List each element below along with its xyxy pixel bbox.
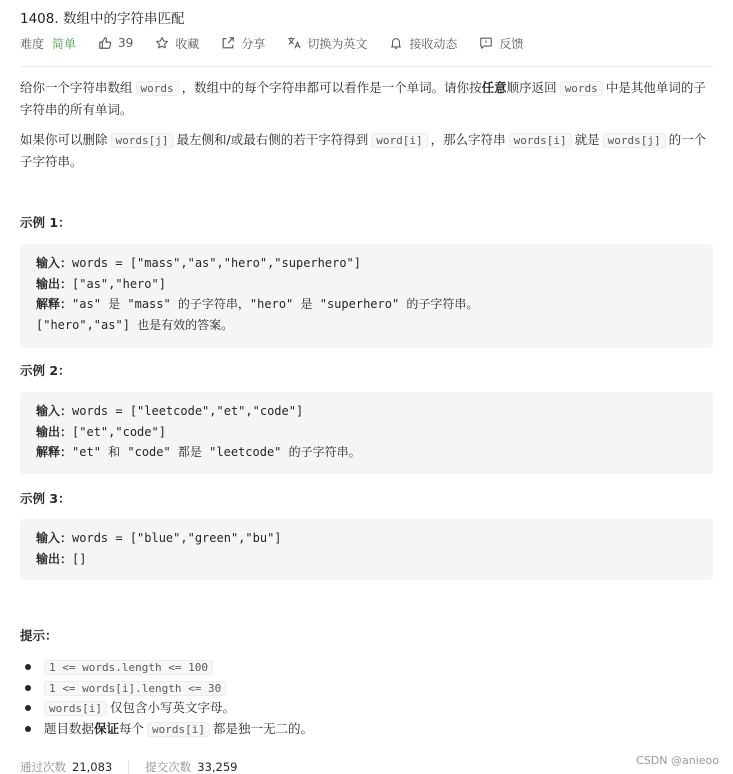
share-button[interactable] xyxy=(221,35,265,52)
difficulty-badge: 简单 xyxy=(52,36,77,51)
pass-count-value: 21,083 xyxy=(72,760,113,774)
explain-text: "et" 和 "code" 都是 "leetcode" 的子字符串。 xyxy=(72,445,361,459)
switch-language-label: 切换为英文 xyxy=(307,36,368,51)
favorite-label: 收藏 xyxy=(175,36,200,51)
input-label: 输入： xyxy=(36,531,73,545)
inline-code: words[i] xyxy=(147,722,210,737)
example-1-heading: 示例 1： xyxy=(20,215,71,230)
input-value: words = ["leetcode","et","code"] xyxy=(72,404,304,418)
explain-label: 解释： xyxy=(36,445,73,459)
feedback-button[interactable] xyxy=(479,35,523,52)
subscribe-button[interactable] xyxy=(389,35,457,52)
example-1-block xyxy=(20,244,713,348)
feedback-icon xyxy=(479,36,493,50)
watermark: CSDN @anieoo xyxy=(636,754,719,767)
output-value: ["et","code"] xyxy=(72,424,166,439)
problem-title: 1408. 数组中的字符串匹配 xyxy=(20,11,185,27)
difficulty xyxy=(20,35,76,52)
inline-code: 1 <= words.length <= 100 xyxy=(44,660,213,675)
explain-extra: ["hero","as"] 也是有效的答案。 xyxy=(36,317,234,332)
example-3-block xyxy=(20,519,713,580)
tips-heading: 提示： xyxy=(20,628,58,643)
tips-list xyxy=(44,657,313,739)
inline-code: words[j] xyxy=(603,133,666,148)
input-value: words = ["blue","green","bu"] xyxy=(72,531,282,545)
desc-text: 如果你可以删除 xyxy=(20,132,108,147)
list-item xyxy=(44,698,313,719)
description-paragraph-1 xyxy=(20,77,716,120)
desc-text: 中是其他单词的子字符串的所有单词。 xyxy=(20,80,706,117)
inline-code: words xyxy=(136,81,179,96)
inline-code: words[i] xyxy=(509,133,572,148)
desc-text: 的一个子字符串。 xyxy=(20,132,707,169)
thumbs-up-icon xyxy=(98,36,112,50)
submission-stats xyxy=(20,759,238,774)
output-label: 输出： xyxy=(36,276,73,291)
inline-code: 1 <= words[i].length <= 30 xyxy=(44,681,226,696)
inline-code: word[i] xyxy=(371,133,427,148)
divider xyxy=(20,66,713,67)
desc-bold: 任意 xyxy=(481,80,507,95)
input-label: 输入： xyxy=(36,404,73,418)
like-count: 39 xyxy=(118,36,134,50)
favorite-button[interactable] xyxy=(155,35,199,52)
share-icon xyxy=(221,36,235,50)
list-item xyxy=(44,678,313,699)
submit-count-label: 提交次数 xyxy=(145,760,192,774)
explain-label: 解释： xyxy=(36,297,73,311)
star-icon xyxy=(155,36,169,50)
subscribe-label: 接收动态 xyxy=(409,36,458,51)
desc-text: ，数组中的每个字符串都可以看作是一个单词。请你按 xyxy=(181,80,482,95)
list-item xyxy=(44,657,313,678)
example-3-heading: 示例 3： xyxy=(20,491,71,506)
example-2-block xyxy=(20,392,713,474)
list-item xyxy=(44,719,313,740)
inline-code: words xyxy=(560,81,603,96)
like-button[interactable] xyxy=(98,36,133,50)
inline-code: words[j] xyxy=(111,133,174,148)
tip-text: 仅包含小写英文字母。 xyxy=(109,700,235,715)
desc-text: 顺序返回 xyxy=(506,80,557,95)
tip-text: 都是独一无二的。 xyxy=(213,720,314,736)
tip-text: 题目数据 xyxy=(44,720,95,736)
input-label: 输入： xyxy=(36,256,73,270)
switch-language-button[interactable] xyxy=(287,35,367,52)
output-value: ["as","hero"] xyxy=(72,276,166,291)
desc-text: 最左侧和/或最右侧的若干字符得到 xyxy=(176,132,369,147)
difficulty-label: 难度 xyxy=(20,36,45,51)
desc-text: 就是 xyxy=(574,132,600,147)
pass-count-label: 通过次数 xyxy=(20,760,66,774)
output-label: 输出： xyxy=(36,424,73,439)
description-paragraph-2 xyxy=(20,129,716,172)
input-value: words = ["mass","as","hero","superhero"] xyxy=(72,256,361,270)
tip-text: 每个 xyxy=(119,720,145,736)
output-value: [] xyxy=(72,551,87,566)
inline-code: words[i] xyxy=(44,701,107,716)
bell-icon xyxy=(389,36,403,50)
submit-count-value: 33,259 xyxy=(197,760,238,774)
share-label: 分享 xyxy=(241,36,266,51)
tip-bold: 保证 xyxy=(94,720,120,736)
feedback-label: 反馈 xyxy=(499,36,524,51)
output-label: 输出： xyxy=(36,551,73,566)
desc-text: ，那么字符串 xyxy=(430,132,506,147)
problem-meta-bar xyxy=(20,34,545,52)
stats-divider xyxy=(128,760,129,774)
translate-icon xyxy=(287,36,301,50)
desc-text: 给你一个字符串数组 xyxy=(20,80,133,95)
example-2-heading: 示例 2： xyxy=(20,363,71,378)
explain-text: "as" 是 "mass" 的子字符串，"hero" 是 "superhero" 的子字符串。 xyxy=(72,297,479,311)
